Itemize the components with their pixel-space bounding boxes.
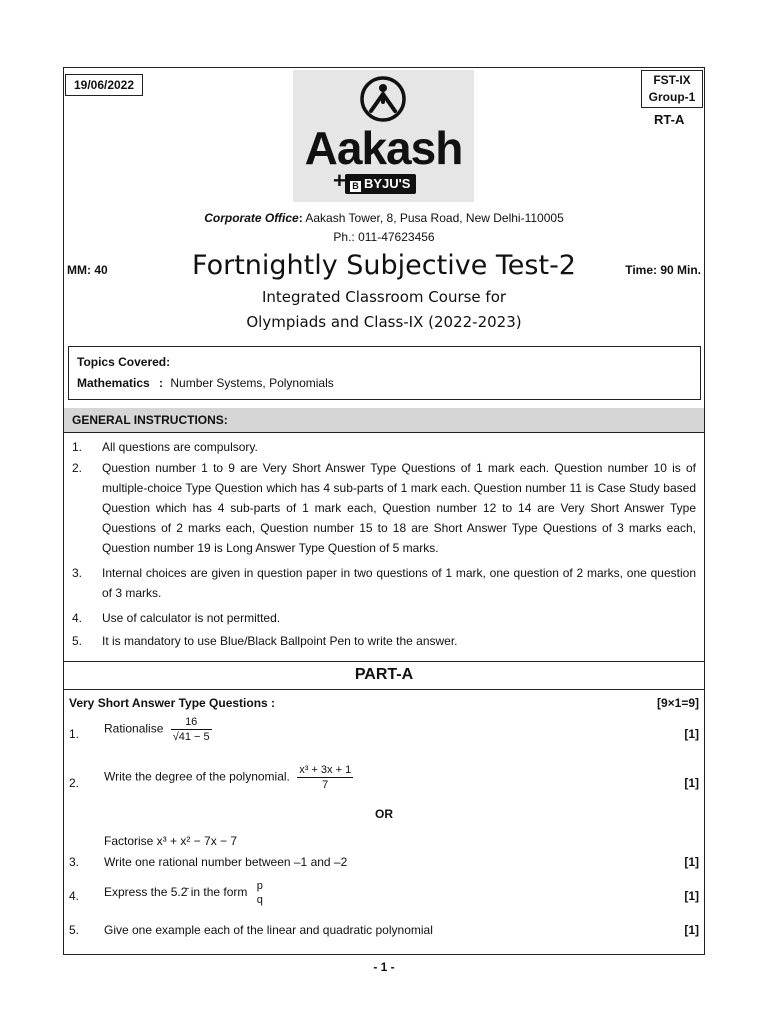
section-marks: [9×1=9] — [656, 696, 699, 710]
set-code: RT-A — [654, 112, 685, 127]
divider — [64, 661, 704, 662]
section-heading: Very Short Answer Type Questions : — [69, 696, 276, 710]
office-colon: : — [298, 211, 303, 225]
office-line — [64, 211, 704, 225]
fraction-numerator: p — [256, 880, 263, 892]
question-item — [69, 764, 699, 800]
topics-heading: Topics Covered: — [77, 355, 171, 369]
question-text — [104, 764, 353, 791]
question-fraction — [297, 764, 353, 791]
question-text — [104, 880, 265, 906]
question-marks: [1] — [684, 727, 699, 741]
question-marks: [1] — [684, 923, 699, 937]
question-fraction — [171, 716, 212, 743]
fraction-numerator: x³ + 3x + 1 — [299, 764, 352, 776]
question-num: 2. — [69, 776, 80, 790]
question-num: 5. — [69, 923, 80, 937]
divider — [64, 689, 704, 690]
question-item — [69, 923, 699, 941]
question-num: 3. — [69, 855, 80, 869]
question-text — [104, 716, 212, 743]
byjus-text: BYJU'S — [364, 176, 411, 191]
topics-separator: : — [159, 376, 164, 390]
instruction-text: All questions are compulsory. — [102, 440, 258, 454]
instructions-heading-text: GENERAL INSTRUCTIONS: — [72, 413, 228, 427]
time-allowed: Time: 90 Min. — [625, 263, 701, 277]
instruction-item — [72, 631, 696, 651]
instruction-text: Question number 1 to 9 are Very Short Answer Type Questions of 1 mark each. Question number 10 is of multiple-choice Type Question which has 4 sub-parts of 1 mark each. Question number 11 is Case Study based Question which has 4 sub-parts of 1 mark each, Question number 12 to 14 are Very Short Answer Type Questions of 2 marks each, Question number 15 to 18 are Short Answer Type Questions of 3 marks each, Question number 19 is Long Answer Type Question of 5 marks. — [102, 461, 696, 555]
course-line-1: Integrated Classroom Course for — [261, 288, 507, 306]
question-label: Write the degree of the polynomial. — [104, 769, 290, 784]
question-text: Give one example each of the linear and quadratic polynomial — [104, 923, 433, 937]
or-question-text: Factorise x³ + x² − 7x − 7 — [104, 834, 238, 848]
instruction-item — [72, 458, 696, 558]
or-label: OR — [375, 807, 393, 821]
instruction-text: Internal choices are given in question paper in two questions of 1 mark, one question of 2 marks, one question of 3 marks. — [102, 566, 696, 600]
instructions-heading — [64, 408, 704, 433]
office-phone: Ph.: 011-47623456 — [333, 230, 435, 244]
instruction-num: 4. — [72, 611, 83, 625]
byjus-b-icon: B — [350, 181, 361, 192]
question-num: 1. — [69, 727, 80, 741]
topics-box — [68, 346, 701, 400]
office-label: Corporate Office — [204, 211, 299, 225]
page-number: - 1 - — [373, 960, 395, 974]
page-frame — [63, 67, 705, 955]
plus-sign: + — [333, 168, 346, 193]
office-address: Aakash Tower, 8, Pusa Road, New Delhi-110005 — [305, 211, 564, 225]
question-item — [69, 716, 699, 752]
fraction-denominator: 7 — [322, 779, 329, 791]
group-label: Group-1 — [648, 90, 696, 104]
fraction-denominator: q — [256, 894, 263, 906]
part-title: PART-A — [354, 666, 414, 683]
max-marks: MM: 40 — [67, 263, 108, 277]
byjus-logo — [345, 174, 416, 194]
instruction-item — [72, 437, 696, 457]
question-num: 4. — [69, 889, 80, 903]
question-fraction — [255, 880, 265, 906]
brand-name: Aakash — [304, 122, 463, 174]
instruction-num: 1. — [72, 440, 83, 454]
date-box — [65, 74, 143, 96]
instruction-num: 2. — [72, 461, 83, 475]
aakash-emblem-icon — [358, 74, 408, 124]
fraction-numerator: 16 — [171, 716, 212, 730]
course-line-2: Olympiads and Class-IX (2022-2023) — [246, 313, 522, 331]
topics-line — [77, 376, 334, 390]
test-code: FST-IX — [653, 73, 691, 87]
instruction-item — [72, 563, 696, 603]
test-code-box — [641, 70, 703, 108]
instruction-text: It is mandatory to use Blue/Black Ballpoint Pen to write the answer. — [102, 634, 458, 648]
date: 19/06/2022 — [73, 78, 135, 92]
topics-subject: Mathematics — [77, 376, 150, 390]
instruction-text: Use of calculator is not permitted. — [102, 611, 281, 625]
byjus-badge — [333, 168, 416, 195]
question-text: Write one rational number between –1 and –2 — [104, 855, 348, 869]
question-marks: [1] — [684, 776, 699, 790]
question-marks: [1] — [684, 889, 699, 903]
instruction-num: 3. — [72, 566, 83, 580]
instruction-num: 5. — [72, 634, 83, 648]
question-item — [69, 880, 699, 912]
test-title: Fortnightly Subjective Test-2 — [192, 250, 576, 281]
question-label: Rationalise — [104, 721, 164, 736]
question-marks: [1] — [684, 855, 699, 869]
question-item — [69, 855, 699, 873]
topics-list: Number Systems, Polynomials — [170, 376, 334, 390]
fraction-denominator: √41 − 5 — [172, 731, 210, 743]
question-label: Express the 5.2̄ in the form — [104, 885, 248, 900]
instruction-item — [72, 608, 696, 628]
logo — [293, 70, 474, 202]
